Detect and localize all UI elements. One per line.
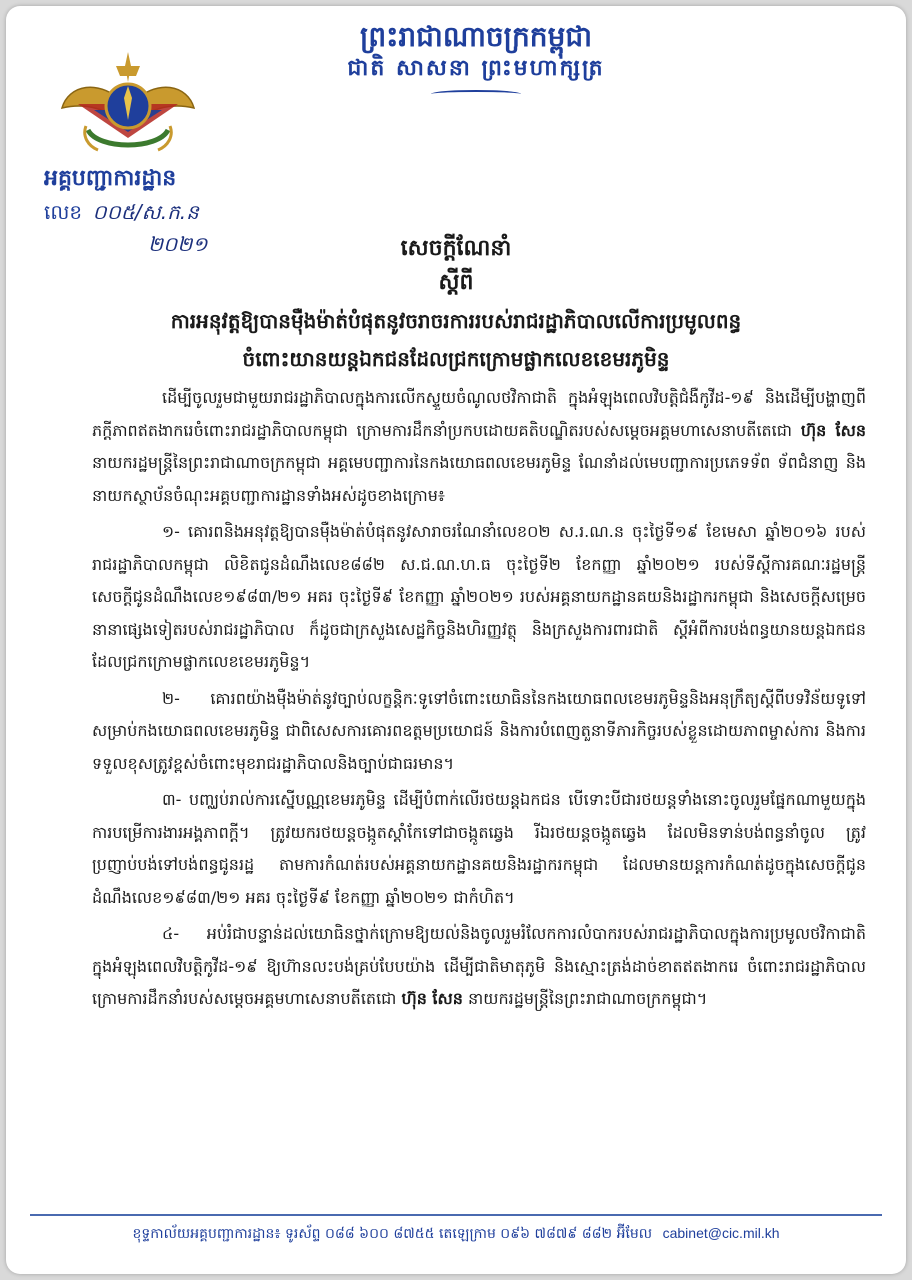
- document-type: សេចក្តីណែនាំ: [400, 236, 512, 261]
- document-body: [92, 382, 866, 1020]
- paragraph-4: [92, 918, 866, 1016]
- intro-paragraph: [92, 382, 866, 512]
- kingdom-motto: ជាតិ សាសនា ព្រះមហាក្សត្រ: [347, 56, 605, 81]
- document-subject-line1: ការអនុវត្តឱ្យបានម៉ឺងម៉ាត់បំផុតនូវចរាចរការរបស់រាជរដ្ឋាភិបាលលើការប្រមូលពន្ធ: [170, 309, 742, 333]
- rcaf-emblem-icon: [58, 46, 198, 164]
- ornament-divider: [431, 90, 521, 98]
- reference-value: ០០៥/ស.ក.ន: [92, 200, 199, 224]
- paragraph-4-text-b: នាយករដ្ឋមន្ត្រីនៃព្រះរាជាណាចក្រកម្ពុជា។: [468, 989, 708, 1008]
- paragraph-4-pm-name: ហ៊ុន សែន: [401, 989, 463, 1008]
- reference-year: ២០២១: [148, 232, 208, 256]
- department-name: អគ្គបញ្ជាការដ្ឋាន: [44, 166, 177, 191]
- footer-contact: [30, 1222, 882, 1245]
- document-subject-line2: ចំពោះយានយន្តឯកជនដែលជ្រកក្រោមផ្លាកលេខខេមរភូមិន្ទ: [242, 347, 670, 371]
- footer-email[interactable]: cabinet@cic.mil.kh: [662, 1225, 780, 1241]
- paragraph-4-text-a: ៤- អប់រំជាបន្ទាន់ដល់យោធិនថ្នាក់ក្រោមឱ្យយល់និងចូលរួមរំលែកការលំបាករបស់រាជរដ្ឋាភិបាលក្នុងការប្រមូលថវិកាជាតិ ក្នុងអំឡុងពេលវិបត្តិកូវីដ-១៩ ឱ្យហ៊ានលះបង់គ្រប់បែបយ៉ាង ដើម្បីជាតិមាតុភូមិ និងស្មោះត្រង់ដាច់ខាតឥតងាករេ ចំពោះរាជរដ្ឋាភិបាលក្រោមការដឹកនាំរបស់សម្តេចអគ្គមហាសេនាបតីតេជោ: [92, 924, 866, 1008]
- footer-contact-text: ខុទ្ទកាល័យអគ្គបញ្ជាការដ្ឋាន៖ ទូរស័ព្ទ ០៨៨ ៦០០ ៨៧៥៥ តេឡេក្រាម ០៩៦ ៧៨៧៩ ៨៨២ អ៊ីមែល: [132, 1226, 653, 1242]
- document-about: ស្តីពី: [438, 270, 474, 295]
- document-title-block: [26, 234, 886, 374]
- intro-text-a: ដើម្បីចូលរួមជាមួយរាជរដ្ឋាភិបាលក្នុងការលើកស្ទួយចំណូលថវិកាជាតិ ក្នុងអំឡុងពេលវិបត្តិជំងឺកូវីដ-១៩ និងដើម្បីបង្ហាញពីភក្តីភាពឥតងាករេចំពោះរាជរដ្ឋាភិបាលកម្ពុជា ក្រោមការដឹកនាំប្រកបដោយគតិបណ្ឌិតរបស់សម្តេចអគ្គមហាសេនាបតីតេជោ: [92, 388, 866, 440]
- paragraph-2: ២- គោរពយ៉ាងម៉ឺងម៉ាត់នូវច្បាប់លក្ខន្តិកៈទូទៅចំពោះយោធិននៃកងយោធពលខេមរភូមិន្ទនិងអនុក្រឹត្យស្តីពីបទវិន័យទូទៅសម្រាប់កងយោធពលខេមរភូមិន្ទ ជាពិសេសការគោរពឧត្តមប្រយោជន៍ និងការបំពេញតួនាទីភារកិច្ចរបស់ខ្លួនដោយភាពម្ចាស់ការ និងការទទួលខុសត្រូវខ្ពស់ចំពោះមុខរាជរដ្ឋាភិបាលនិងច្បាប់ជាធរមាន។: [92, 688, 866, 773]
- intro-text-b: នាយករដ្ឋមន្ត្រីនៃព្រះរាជាណាចក្រកម្ពុជា អគ្គមេបញ្ជាការនៃកងយោធពលខេមរភូមិន្ទ ណែនាំដល់មេបញ្ជាការប្រភេទទ័ព ទ័ពជំនាញ និងនាយកស្ថាប័នចំណុះអគ្គបញ្ជាការដ្ឋានទាំងអស់ដូចខាងក្រោម៖: [92, 453, 866, 505]
- paragraph-1: ១- គោរពនិងអនុវត្តឱ្យបានម៉ឺងម៉ាត់បំផុតនូវសារាចរណែនាំលេខ០២ ស.រ.ណ.ន ចុះថ្ងៃទី១៩ ខែមេសា ឆ្នាំ២០១៦ របស់រាជរដ្ឋាភិបាលកម្ពុជា លិខិតជូនដំណឹងលេខ៨៨២ ស.ជ.ណ.ហ.ធ ចុះថ្ងៃទី២ ខែកញ្ញា ឆ្នាំ២០២១ របស់ទីស្តីការគណៈរដ្ឋមន្ត្រី សេចក្តីជូនដំណឹងលេខ១៩៨៣/២១ អគរ ចុះថ្ងៃទី៩ ខែកញ្ញា ឆ្នាំ២០២១ របស់អគ្គនាយកដ្ឋានគយនិងរដ្ឋាករកម្ពុជា និងសេចក្តីសម្រេចនានាផ្សេងទៀតរបស់រាជរដ្ឋាភិបាល ក៏ដូចជាក្រសួងសេដ្ឋកិច្ចនិងហិរញ្ញវត្ថុ និងក្រសួងការពារជាតិ ស្តីអំពីការបង់ពន្ធយានយន្តឯកជនដែលជ្រកក្រោមផ្លាកលេខខេមរភូមិន្ទ។: [92, 522, 866, 671]
- kingdom-header: [306, 20, 646, 98]
- footer-divider: [30, 1214, 882, 1216]
- paragraph-3: ៣- បញ្ឈប់រាល់ការស្នើបណ្ណខេមរភូមិន្ទ ដើម្បីបំពាក់លើរថយន្តឯកជន បើទោះបីជារថយន្តទាំងនោះចូលរួមផ្នែកណាមួយក្នុងការបម្រើការងារអង្គភាពក្តី។ ត្រូវយករថយន្តចង្កូតស្តាំកែទៅជាចង្កូតឆ្វេង រីឯរថយន្តចង្កូតឆ្វេង ដែលមិនទាន់បង់ពន្ធនាំចូល ត្រូវប្រញាប់បង់ទៅបង់ពន្ធជូនរដ្ឋ តាមការកំណត់របស់អគ្គនាយកដ្ឋានគយនិងរដ្ឋាករកម្ពុជា ដែលមានយន្តការកំណត់ដូចក្នុងសេចក្តីជូនដំណឹងលេខ១៩៨៣/២១ អគរ ចុះថ្ងៃទី៩ ខែកញ្ញា ឆ្នាំ២០២១ ជាកំហិត។: [92, 790, 866, 907]
- kingdom-title: ព្រះរាជាណាចក្រកម្ពុជា: [359, 20, 592, 53]
- reference-label: លេខ: [44, 200, 83, 224]
- document-page: [6, 6, 906, 1274]
- intro-pm-name: ហ៊ុន សែន: [800, 420, 866, 440]
- reference-number: [44, 198, 274, 226]
